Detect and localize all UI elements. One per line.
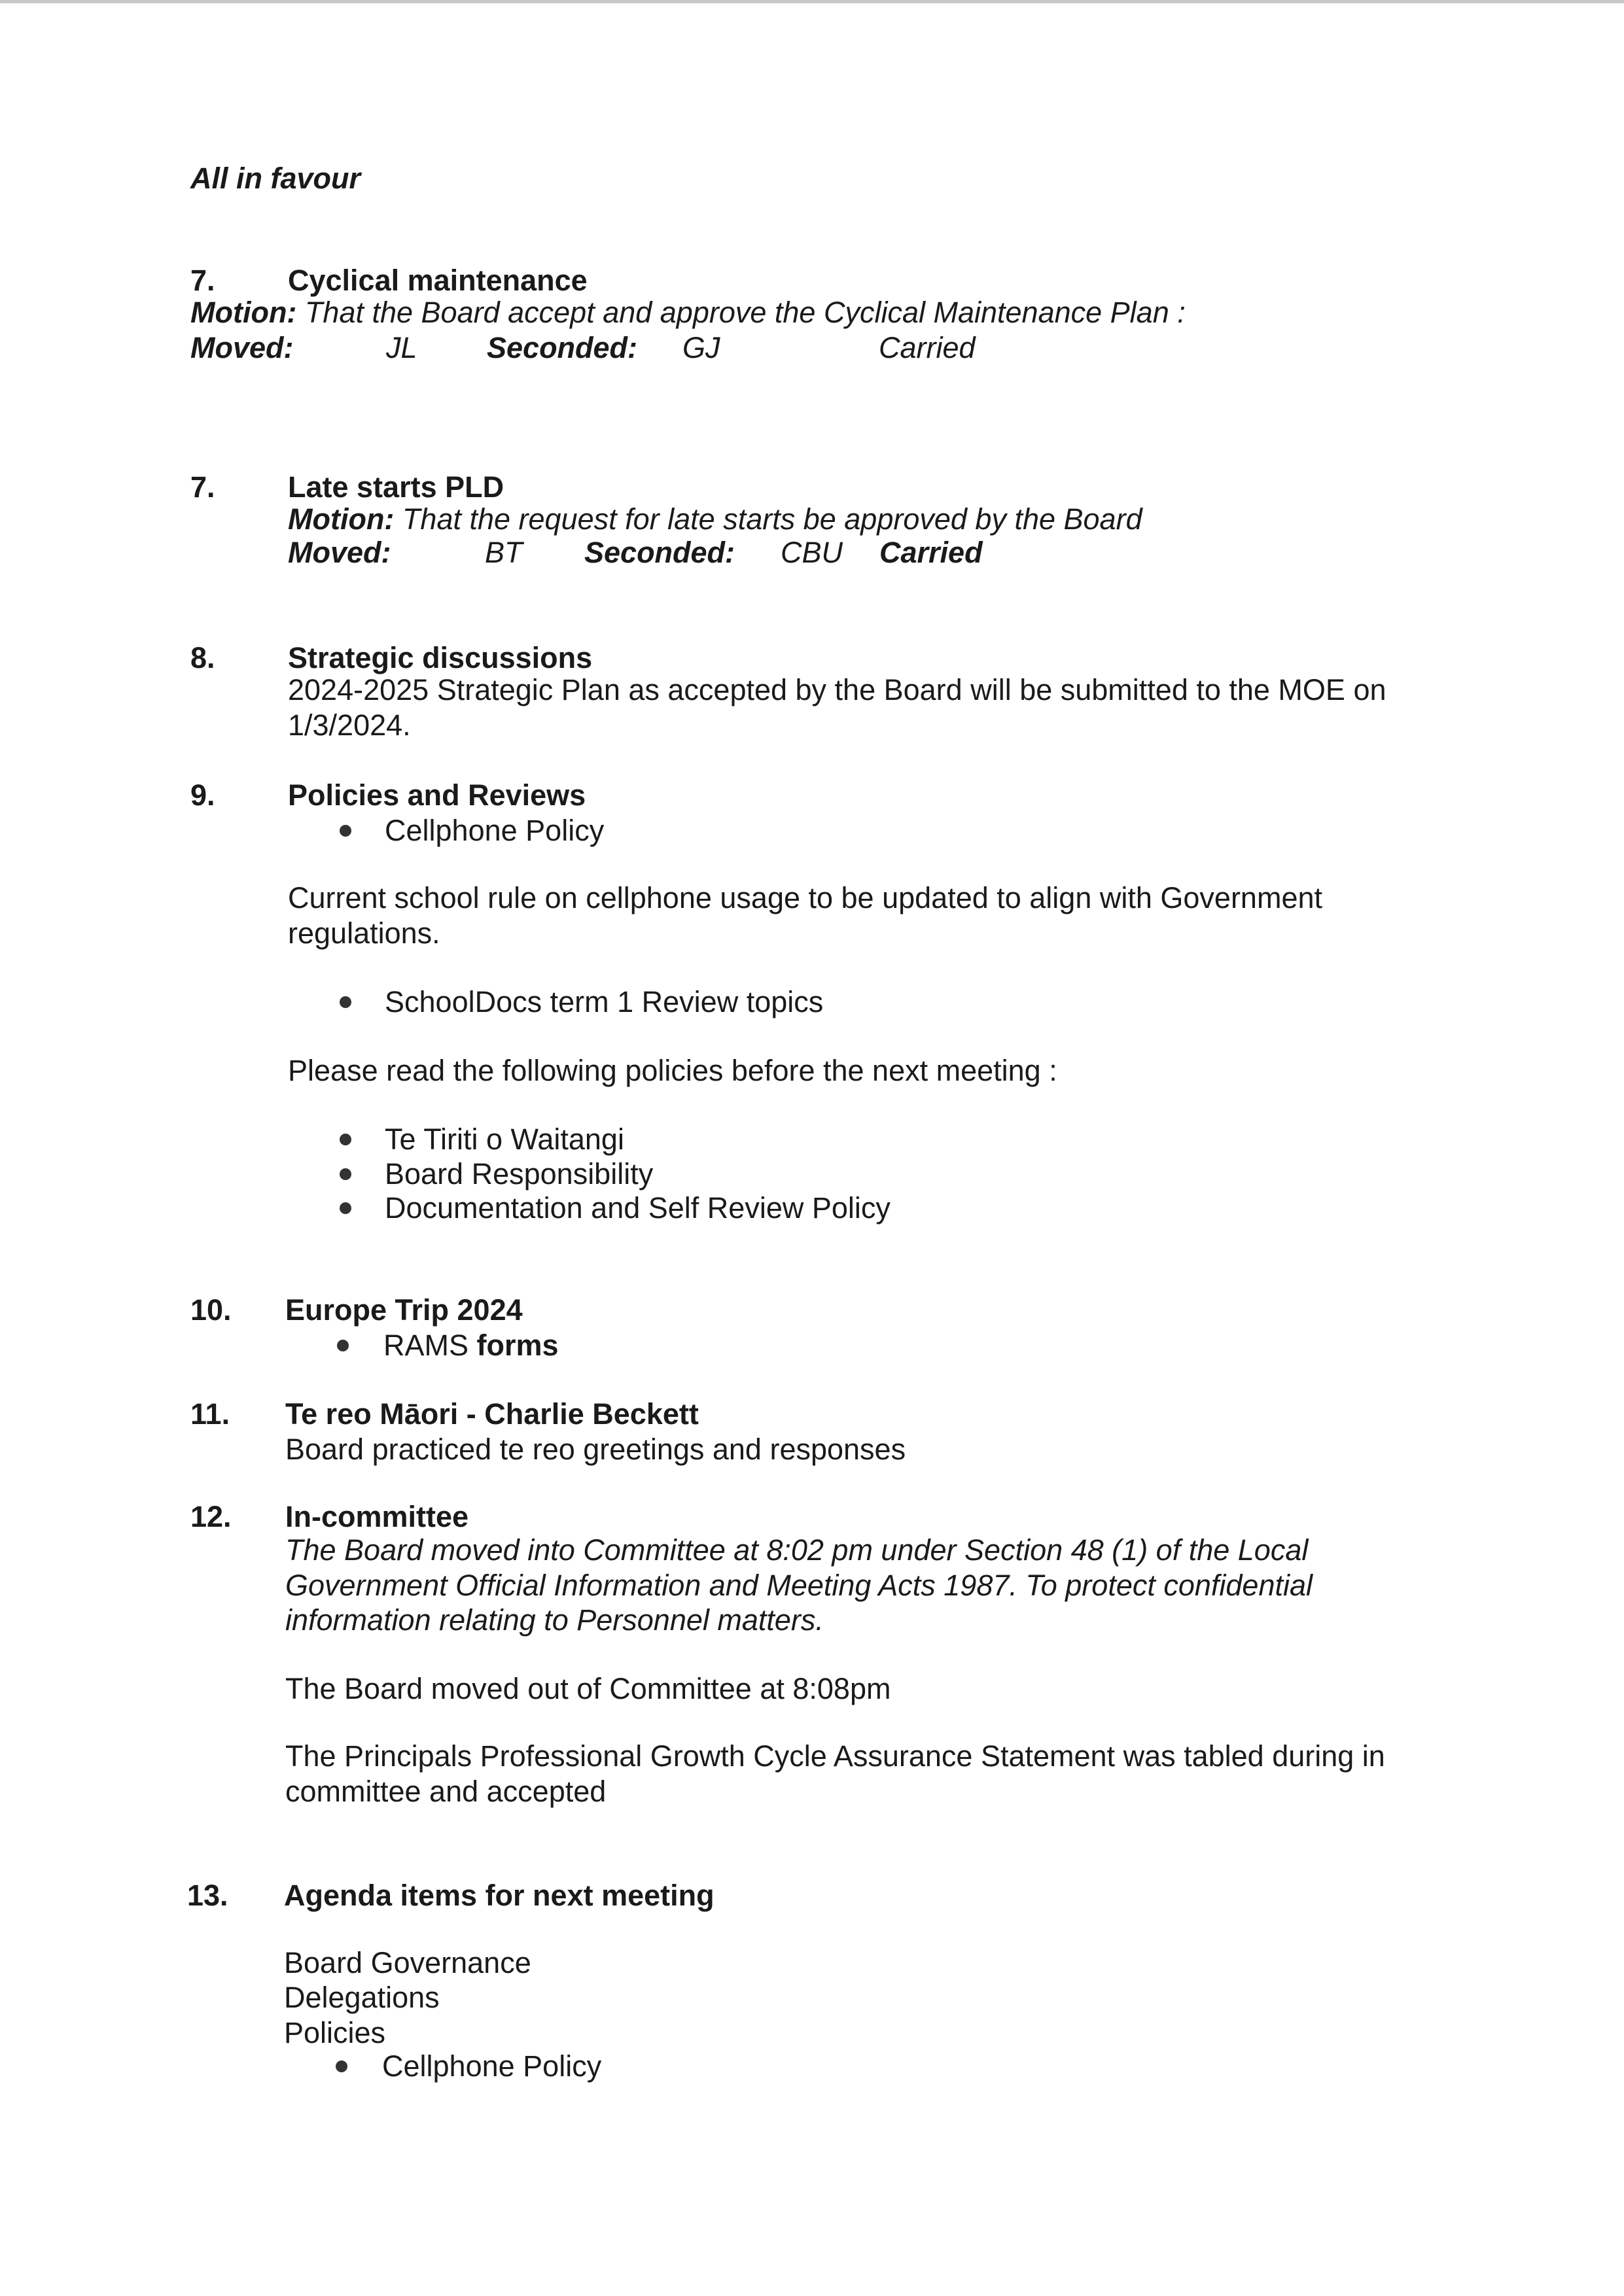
page-top-edge	[0, 0, 1624, 3]
paragraph-line: Board practiced te reo greetings and responses	[285, 1433, 906, 1466]
agenda-item: Delegations	[284, 1981, 440, 2014]
agenda-item: Board Governance	[284, 1946, 531, 1979]
motion-label: Motion:	[190, 296, 297, 329]
bullet-text: RAMS	[383, 1329, 477, 1362]
section-number: 7.	[190, 264, 215, 297]
seconded-value: CBU	[781, 536, 843, 569]
paragraph-line: committee and accepted	[285, 1775, 607, 1808]
section-number: 10.	[190, 1293, 232, 1327]
paragraph-line: 1/3/2024.	[288, 708, 411, 742]
bullet-icon	[340, 1202, 351, 1214]
seconded-label: Seconded:	[487, 331, 638, 364]
bullet-item: SchoolDocs term 1 Review topics	[385, 985, 824, 1018]
bullet-icon	[340, 1134, 351, 1145]
section-title: Strategic discussions	[288, 641, 593, 674]
section-number: 9.	[190, 778, 215, 812]
italic-line: information relating to Personnel matters.	[285, 1603, 824, 1637]
result: Carried	[879, 536, 983, 569]
italic-line: Government Official Information and Meeting Acts 1987. To protect confidential	[285, 1569, 1313, 1602]
section-title: In-committee	[285, 1500, 469, 1533]
section-number: 11.	[190, 1397, 230, 1431]
motion-line	[190, 295, 1186, 330]
policy-item: Board Responsibility	[385, 1157, 654, 1191]
paragraph-line: The Principals Professional Growth Cycle Assurance Statement was tabled during in	[285, 1739, 1385, 1773]
section-title: Europe Trip 2024	[285, 1293, 523, 1327]
bullet-text-bold: forms	[476, 1329, 559, 1362]
paragraph-line: Current school rule on cellphone usage to be updated to align with Government	[288, 881, 1322, 914]
moved-label: Moved:	[288, 536, 391, 569]
all-in-favour: All in favour	[190, 162, 361, 195]
motion-line	[288, 502, 1142, 537]
section-title: Agenda items for next meeting	[284, 1879, 715, 1912]
motion-label: Motion:	[288, 502, 395, 536]
policy-item: Te Tiriti o Waitangi	[385, 1122, 624, 1156]
paragraph-line: regulations.	[288, 916, 440, 950]
motion-text: That the Board accept and approve the Cyclical Maintenance Plan :	[296, 296, 1186, 329]
moved-label: Moved:	[190, 331, 294, 364]
section-number: 7.	[190, 470, 215, 504]
section-title: Te reo Māori - Charlie Beckett	[285, 1397, 699, 1431]
bullet-icon	[336, 2061, 347, 2072]
paragraph-line: Please read the following policies before the next meeting :	[288, 1054, 1057, 1087]
section-title: Late starts PLD	[288, 470, 504, 504]
section-number: 12.	[190, 1500, 232, 1533]
seconded-label: Seconded:	[584, 536, 735, 569]
bullet-icon	[340, 1168, 351, 1180]
agenda-item: Policies	[284, 2016, 386, 2049]
seconded-value: GJ	[682, 331, 720, 364]
moved-value: BT	[485, 536, 523, 569]
bullet-item: Cellphone Policy	[382, 2049, 602, 2083]
moved-value: JL	[386, 331, 417, 364]
bullet-icon	[340, 996, 351, 1008]
paragraph-line: 2024-2025 Strategic Plan as accepted by the Board will be submitted to the MOE on	[288, 673, 1386, 706]
section-title: Cyclical maintenance	[288, 264, 588, 297]
bullet-icon	[340, 825, 351, 837]
result: Carried	[879, 331, 976, 364]
section-number: 13.	[187, 1879, 228, 1912]
italic-line: The Board moved into Committee at 8:02 pm under Section 48 (1) of the Local	[285, 1533, 1309, 1567]
bullet-item: Cellphone Policy	[385, 814, 605, 847]
section-number: 8.	[190, 641, 215, 674]
bullet-icon	[337, 1340, 349, 1351]
section-title: Policies and Reviews	[288, 778, 586, 812]
paragraph-line: The Board moved out of Committee at 8:08pm	[285, 1672, 891, 1705]
bullet-item	[383, 1328, 559, 1363]
motion-text: That the request for late starts be approved by the Board	[394, 502, 1142, 536]
policy-item: Documentation and Self Review Policy	[385, 1191, 891, 1225]
